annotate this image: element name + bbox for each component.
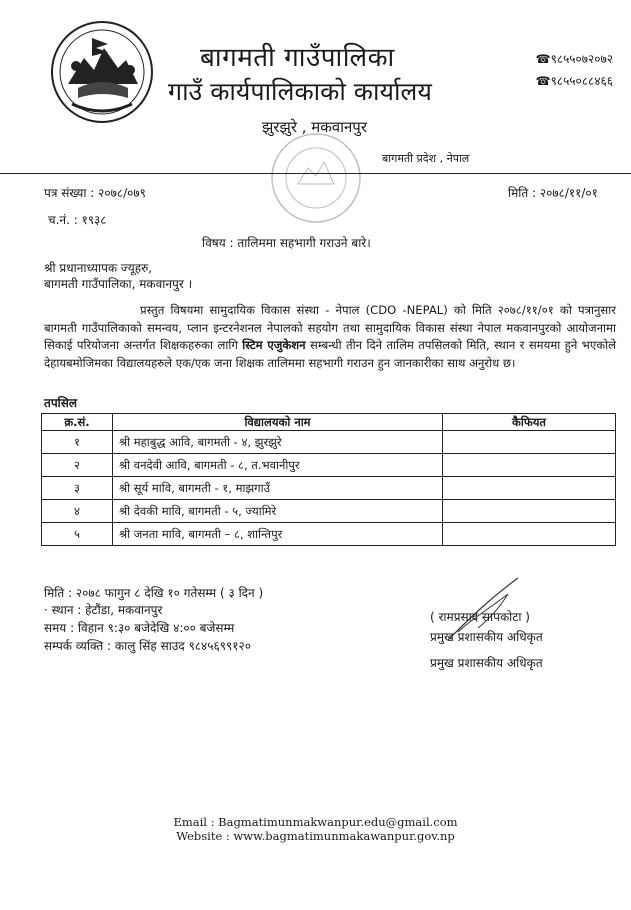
body-text-bold: स्टिम एजुकेशन bbox=[242, 338, 306, 352]
details-heading: तपसिल bbox=[44, 396, 78, 410]
row-school-name: श्री देवकी मावि, बागमती - ५, ज्यामिरे bbox=[113, 500, 443, 523]
header-remarks: कैफियत bbox=[443, 414, 616, 431]
office-location: झुरझुरे , मकवानपुर bbox=[262, 118, 367, 136]
header-school-name: विद्यालयको नाम bbox=[113, 414, 443, 431]
table-row bbox=[42, 431, 616, 454]
row-serial: ३ bbox=[42, 477, 113, 500]
letter-body bbox=[44, 302, 616, 372]
office-title-line1: बागमती गाउँपालिका bbox=[200, 43, 395, 73]
signatory-title: प्रमुख प्रशासकीय अधिकृत bbox=[430, 630, 543, 644]
province-label: बागमती प्रदेश , नेपाल bbox=[382, 152, 470, 165]
row-remark bbox=[443, 477, 616, 500]
footer-website: Website : www.bagmatimunmakawanpur.gov.np bbox=[176, 829, 455, 843]
table-header-row bbox=[42, 414, 616, 431]
body-text-part2: सम्बन्धी तीन दिने तालिम तपसिलको मिति, स्थान र समयमा हुने भएकोले देहायबमोजिमका विद्यालयहरुले एक/एक जना शिक्षक तालिममा सहभागी गराउन हुन जानकारीका साथ अनुरोध छ। bbox=[44, 338, 617, 370]
body-text-part1: प्रस्तुत विषयमा सामुदायिक विकास संस्था - नेपाल (CDO -NEPAL) को मिति २०७८/११/०१ को पत्रानुसार बागमती गाउँपालिकाको समन्वय, प्लान इन्टरनेशनल नेपालको सहयोग तथा सामुदायिक विकास संस्था नेपाल मकवानपुरको आयोजनामा सिकाई परियोजना अन्तर्गत शिक्षकहरुका लागि bbox=[44, 303, 616, 352]
row-serial: १ bbox=[42, 431, 113, 454]
row-remark bbox=[443, 500, 616, 523]
training-date: मिति : २०७८ फागुन ८ देखि १० गतेसम्म ( ३ दिन ) bbox=[44, 586, 264, 600]
phone-number-1: ☎९८५५०७२०७२ bbox=[535, 52, 613, 66]
table-row bbox=[42, 454, 616, 477]
signatory-stamp: प्रमुख प्रशासकीय अधिकृत bbox=[430, 656, 543, 670]
row-school-name: श्री महाबुद्ध आवि, बागमती - ४, झुरझुरे bbox=[113, 431, 443, 454]
row-school-name: श्री सूर्य मावि, बागमती - १, माझगाउँ bbox=[113, 477, 443, 500]
row-school-name: श्री जनता मावि, बागमती – ८, शान्तिपुर bbox=[113, 523, 443, 546]
footer-email: Email : Bagmatimunmakwanpur.edu@gmail.com bbox=[173, 815, 458, 829]
row-remark bbox=[443, 431, 616, 454]
training-venue: · स्थान : हेटौंडा, मकवानपुर bbox=[44, 603, 163, 617]
nepal-emblem-logo bbox=[48, 18, 156, 126]
schools-table bbox=[41, 413, 616, 546]
addressee-line1: श्री प्रधानाध्यापक ज्यूहरु, bbox=[44, 261, 153, 275]
row-serial: ४ bbox=[42, 500, 113, 523]
training-time: समय : विहान ९:३० बजेदेखि ४:०० बजेसम्म bbox=[44, 621, 235, 635]
row-serial: २ bbox=[42, 454, 113, 477]
office-seal-stamp bbox=[268, 130, 364, 226]
dispatch-number: च.नं. : १९३८ bbox=[48, 213, 107, 227]
row-remark bbox=[443, 523, 616, 546]
row-serial: ५ bbox=[42, 523, 113, 546]
row-school-name: श्री वनदेवी आवि, बागमती - ८, त.भवानीपुर bbox=[113, 454, 443, 477]
addressee-line2: बागमती गाउँपालिका, मकवानपुर । bbox=[44, 277, 193, 291]
letter-number: पत्र संख्या : २०७८/०७९ bbox=[44, 186, 146, 200]
phone-number-2: ☎९८५५०८८४६६ bbox=[535, 74, 613, 88]
signatory-name: ( रामप्रसाद सापकोटा ) bbox=[430, 610, 530, 624]
table-row bbox=[42, 500, 616, 523]
row-remark bbox=[443, 454, 616, 477]
header-serial: क्र.सं. bbox=[42, 414, 113, 431]
subject-line: विषय : तालिममा सहभागी गराउने बारे। bbox=[202, 236, 371, 250]
letter-date: मिति : २०७८/११/०१ bbox=[508, 186, 598, 200]
office-title-line2: गाउँ कार्यपालिकाको कार्यालय bbox=[168, 77, 432, 106]
table-row bbox=[42, 523, 616, 546]
contact-person: सम्पर्क व्यक्ति : कालु सिंह साउद ९८४५६९९१२० bbox=[44, 639, 251, 653]
header-divider bbox=[0, 173, 631, 174]
table-row bbox=[42, 477, 616, 500]
